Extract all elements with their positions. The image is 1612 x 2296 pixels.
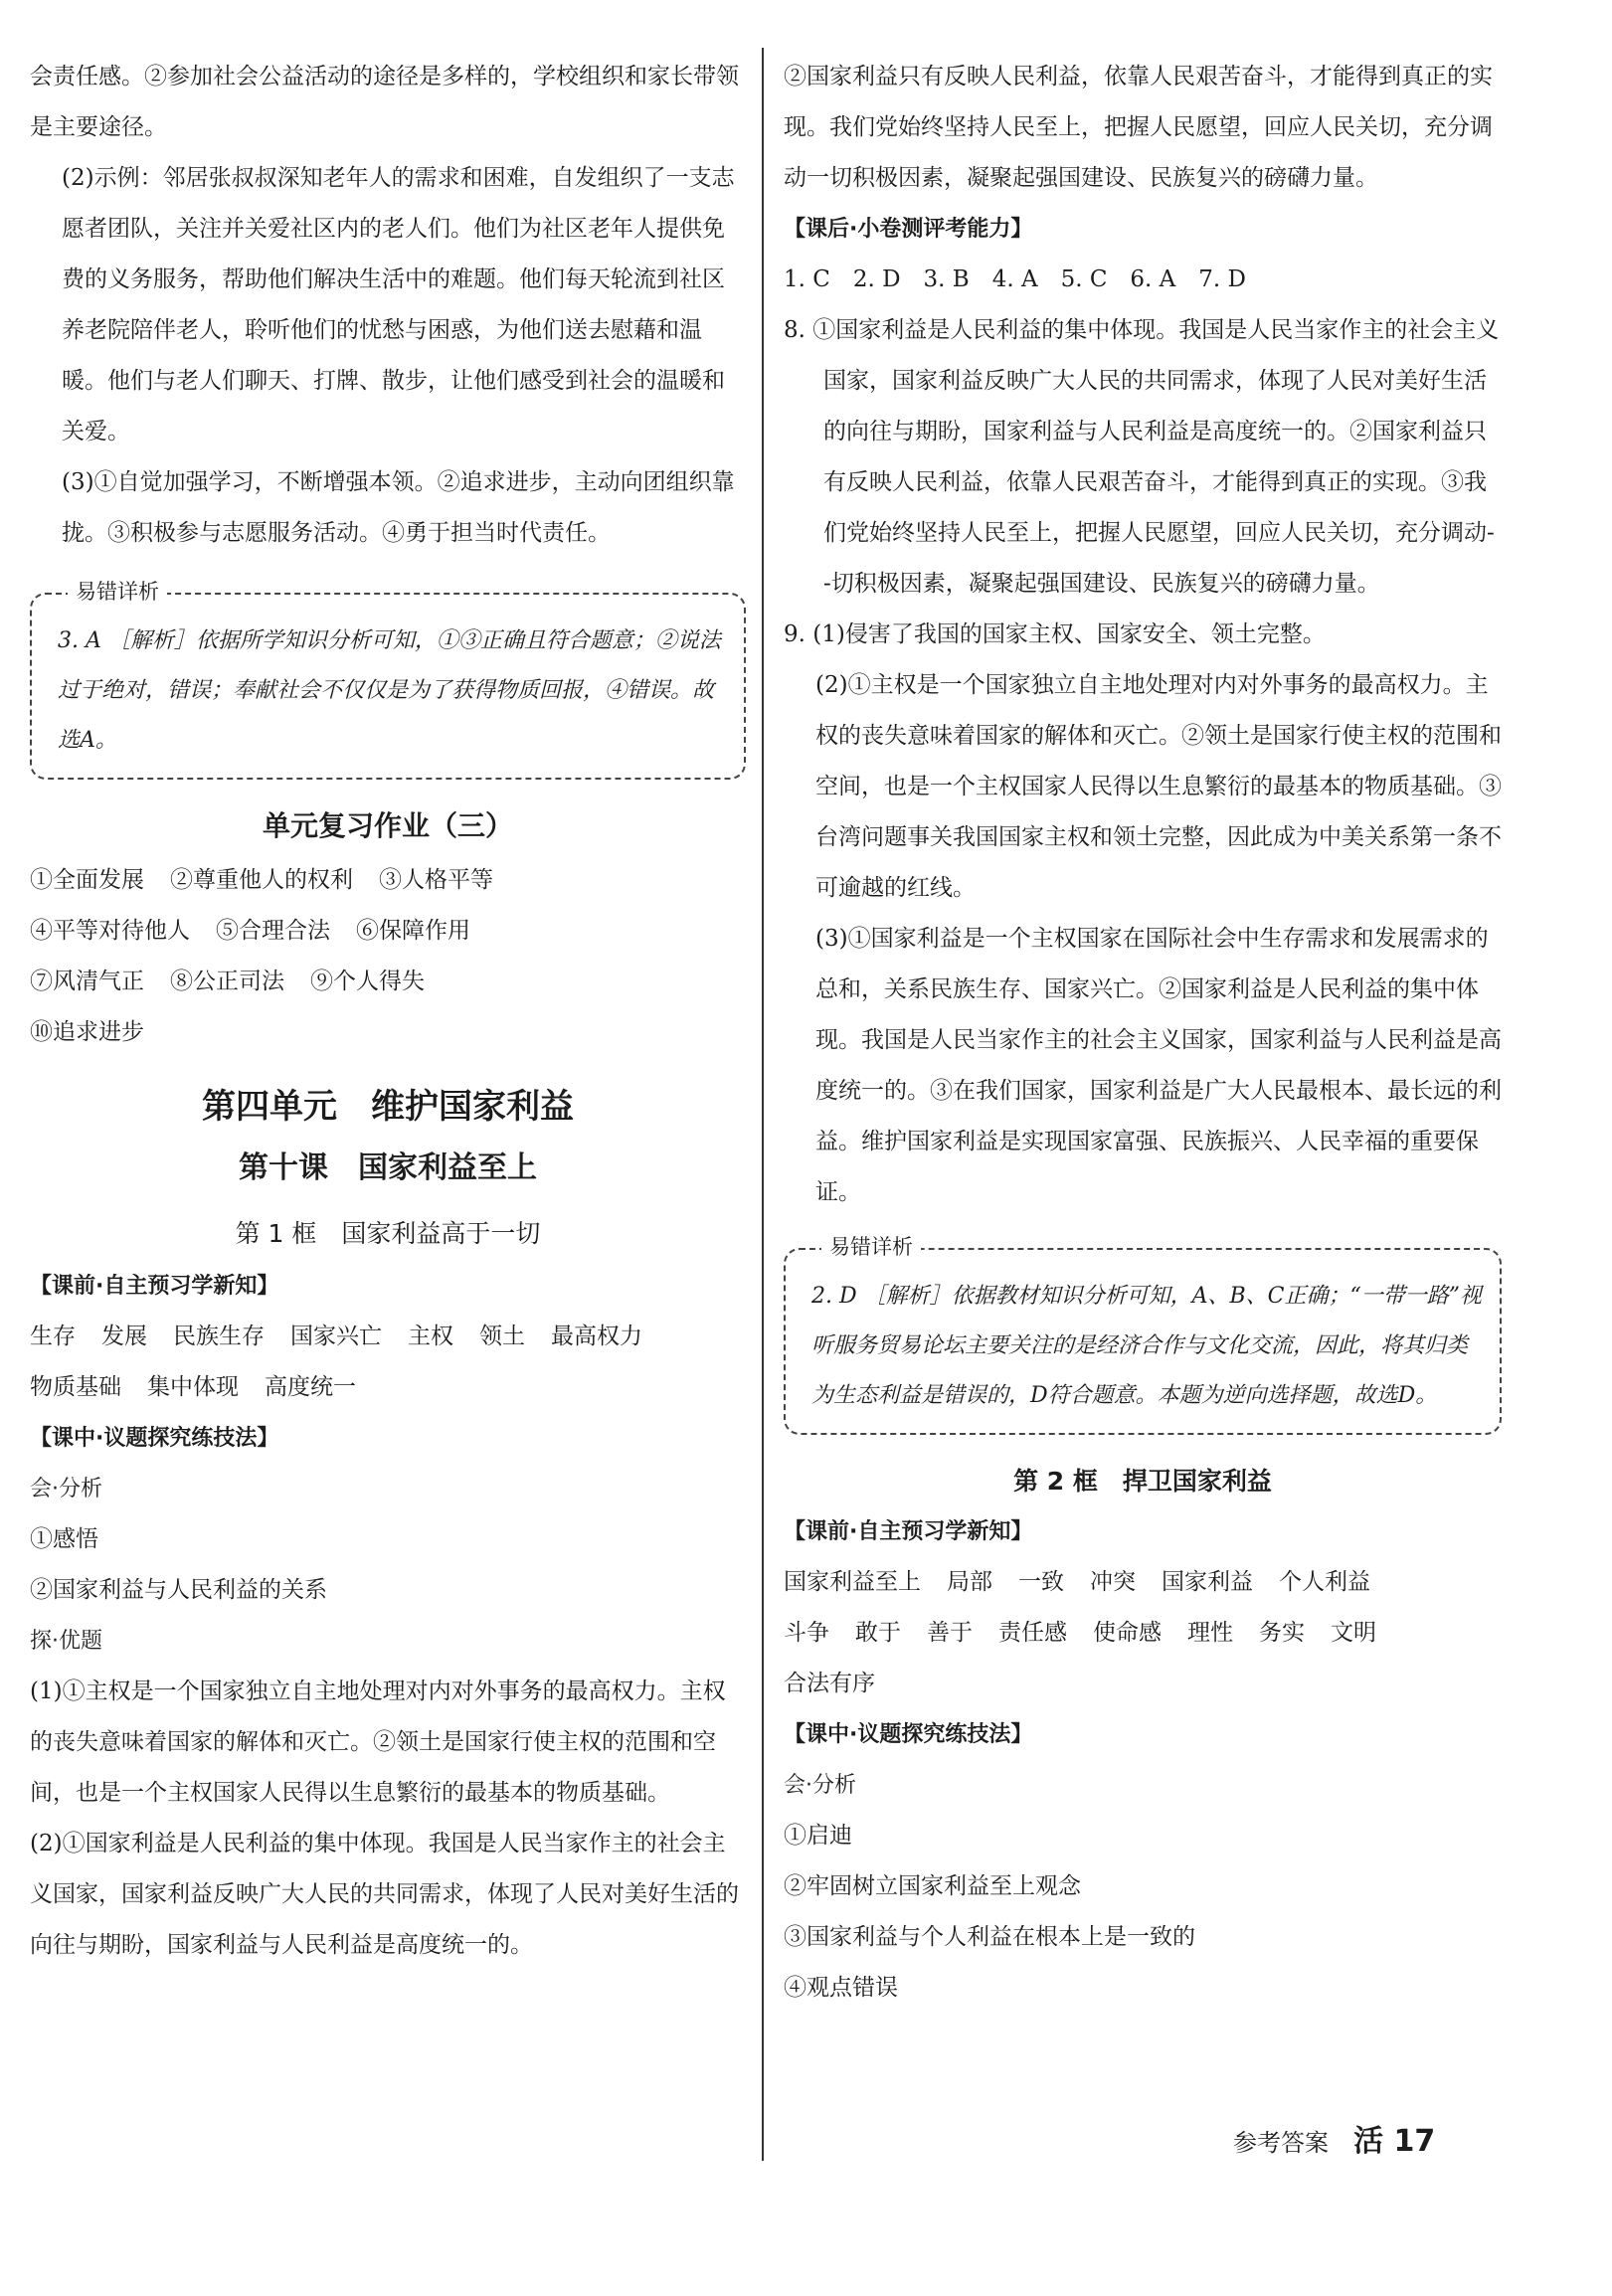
section-heading: 【课中·议题探究练技法】 xyxy=(784,1722,1033,1747)
column-divider xyxy=(762,48,764,2161)
review-row: ④平等对待他人 ⑤合理合法 ⑥保障作用 xyxy=(30,918,470,944)
answer-text: 会责任感。②参加社会公益活动的途径是多样的，学校组织和家长带领是主要途径。 xyxy=(30,64,739,140)
section-heading: 【课中·议题探究练技法】 xyxy=(30,1426,279,1451)
frame-title: 第 2 框 捍卫国家利益 xyxy=(1013,1467,1272,1496)
unit-title: 第四单元 维护国家利益 xyxy=(202,1087,574,1127)
error-analysis-text: 2. D ［解析］依据教材知识分析可知，A、B、C正确；“一带一路”视听服务贸易论坛主要关注的是经济合作与文化交流，因此，将其归类为生态利益是错误的，D符合题意。本题为逆向选择题，故选D。 xyxy=(811,1284,1482,1408)
list-item: ④观点错误 xyxy=(784,1975,898,2001)
error-analysis-text: 3. A ［解析］依据所学知识分析可知，①③正确且符合题意；②说法过于绝对，错误；奉献社会不仅仅是为了获得物质回报，④错误。故选A。 xyxy=(58,628,721,753)
answer-text: ②国家利益只有反映人民利益，依靠人民艰苦奋斗，才能得到真正的实现。我们党始终坚持人民至上，把握人民愿望，回应人民关切，充分调动一切积极因素，凝聚起强国建设、民族复兴的磅礴力量。 xyxy=(784,64,1493,191)
choice-answers: 1. C 2. D 3. B 4. A 5. C 6. A 7. D xyxy=(784,266,1246,292)
answer-text: (1)①主权是一个国家独立自主地处理对内对外事务的最高权力。主权的丧失意味着国家的解体和灭亡。②领土是国家行使主权的范围和空间，也是一个主权国家人民得以生息繁衍的最基本的物质基础。 xyxy=(30,1678,726,1806)
page-number: 活 17 xyxy=(1353,2124,1436,2159)
error-analysis-label: 易错详析 xyxy=(821,1232,921,1262)
review-title: 单元复习作业（三） xyxy=(262,809,513,842)
subsection-heading: 会·分析 xyxy=(30,1477,102,1501)
list-item: ③国家利益与个人利益在根本上是一致的 xyxy=(784,1924,1195,1950)
left-column xyxy=(30,52,746,1971)
frame-title: 第 1 框 国家利益高于一切 xyxy=(235,1219,541,1248)
answer-text: 9. (1)侵害了我国的国家主权、国家安全、领土完整。 xyxy=(784,621,1326,647)
review-row: ①全面发展 ②尊重他人的权利 ③人格平等 xyxy=(30,867,493,893)
subsection-heading: 探·优题 xyxy=(30,1629,102,1654)
subsection-heading: 会·分析 xyxy=(784,1773,856,1798)
term-row: 斗争 敢于 善于 责任感 使命感 理性 务实 文明 xyxy=(784,1620,1376,1646)
section-heading: 【课前·自主预习学新知】 xyxy=(784,1519,1033,1544)
answer-text: (2)示例：邻居张叔叔深知老年人的需求和困难，自发组织了一支志愿者团队，关注并关爱社区内的老人们。他们为社区老年人提供免费的义务服务，帮助他们解决生活中的难题。他们每天轮流到社区养老院陪伴老人，聆听他们的忧愁与困惑，为他们送去慰藉和温暖。他们与老人们聊天、打牌、散步，让他们感受到社会的温暖和关爱。 xyxy=(62,165,735,444)
error-analysis-box xyxy=(784,1235,1502,1435)
list-item: ②牢固树立国家利益至上观念 xyxy=(784,1873,1081,1899)
answer-text: 8. ①国家利益是人民利益的集中体现。我国是人民当家作主的社会主义国家，国家利益反映广大人民的共同需求，体现了人民对美好生活的向往与期盼，国家利益与人民利益是高度统一的。②国家利益只有反映人民利益，依靠人民艰苦奋斗，才能得到真正的实现。③我们党始终坚持人民至上，把握人民愿望，回应人民关切，充分调动--切积极因素，凝聚起强国建设、民族复兴的磅礴力量。 xyxy=(784,317,1500,597)
answer-text: (2)①主权是一个国家独立自主地处理对内对外事务的最高权力。主权的丧失意味着国家的解体和灭亡。②领土是国家行使主权的范围和空间，也是一个主权国家人民得以生息繁衍的最基本的物质基础。③台湾问题事关我国国家主权和领土完整，因此成为中美关系第一条不可逾越的红线。 xyxy=(815,672,1502,901)
answer-text: (3)①国家利益是一个主权国家在国际社会中生存需求和发展需求的总和，关系民族生存、国家兴亡。②国家利益是人民利益的集中体现。我国是人民当家作主的社会主义国家，国家利益与人民利益是高度统一的。③在我们国家，国家利益是广大人民最根本、最长远的利益。维护国家利益是实现国家富强、民族振兴、人民幸福的重要保证。 xyxy=(815,926,1502,1205)
term-row: 国家利益至上 局部 一致 冲突 国家利益 个人利益 xyxy=(784,1569,1370,1595)
right-column xyxy=(784,52,1502,2014)
list-item: ①感悟 xyxy=(30,1526,98,1552)
term-row: 生存 发展 民族生存 国家兴亡 主权 领土 最高权力 xyxy=(30,1324,642,1349)
section-heading: 【课后·小卷测评考能力】 xyxy=(784,217,1033,242)
section-heading: 【课前·自主预习学新知】 xyxy=(30,1274,279,1299)
list-item: ②国家利益与人民利益的关系 xyxy=(30,1577,327,1603)
term-row: 物质基础 集中体现 高度统一 xyxy=(30,1374,356,1400)
error-analysis-box xyxy=(30,580,746,780)
answer-text: (3)①自觉加强学习，不断增强本领。②追求进步，主动向团组织靠拢。③积极参与志愿服务活动。④勇于担当时代责任。 xyxy=(62,469,735,546)
list-item: ①启迪 xyxy=(784,1823,852,1849)
page-footer xyxy=(1233,2116,1492,2159)
review-row: ⑩追求进步 xyxy=(30,1019,144,1045)
lesson-title: 第十课 国家利益至上 xyxy=(239,1150,537,1185)
footer-answer-label: 参考答案 xyxy=(1233,2129,1329,2157)
answer-text: (2)①国家利益是人民利益的集中体现。我国是人民当家作主的社会主义国家，国家利益反映广大人民的共同需求，体现了人民对美好生活的向往与期盼，国家利益与人民利益是高度统一的。 xyxy=(30,1831,739,1958)
term-row: 合法有序 xyxy=(784,1671,875,1696)
error-analysis-label: 易错详析 xyxy=(68,577,167,607)
review-row: ⑦风清气正 ⑧公正司法 ⑨个人得失 xyxy=(30,969,425,994)
